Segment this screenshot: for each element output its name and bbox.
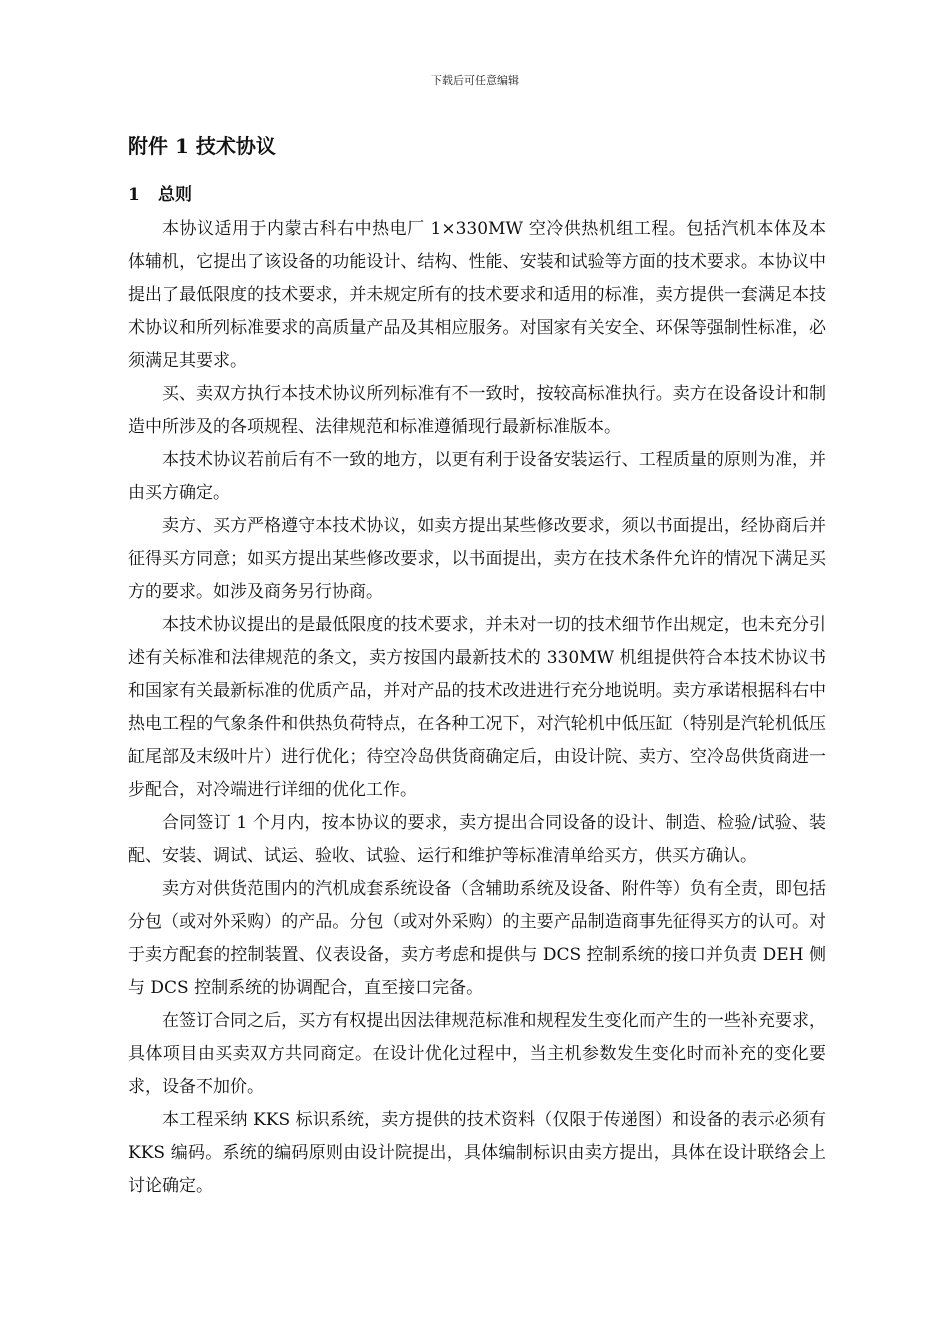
paragraph: 本工程采纳 KKS 标识系统，卖方提供的技术资料（仅限于传递图）和设备的表示必须有 KKS 编码。系统的编码原则由设计院提出，具体编制标识由卖方提出，具体在设计联络会上讨论确定。: [128, 1110, 826, 1196]
section-title: 总则: [158, 185, 192, 205]
paragraph: 本技术协议提出的是最低限度的技术要求，并未对一切的技术细节作出规定，也未充分引述有关标准和法律规范的条文，卖方按国内最新技术的 330MW 机组提供符合本技术协议书和国家有关最新标准的优质产品，并对产品的技术改进进行充分地说明。卖方承诺根据科右中热电工程的气象条件和供热负荷特点，在各种工况下，对汽轮机中低压缸（特别是汽轮机低压缸尾部及末级叶片）进行优化；待空冷岛供货商确定后，由设计院、卖方、空冷岛供货商进一步配合，对冷端进行详细的优化工作。: [128, 615, 826, 800]
paragraph: 卖方、买方严格遵守本技术协议，如卖方提出某些修改要求，须以书面提出，经协商后并征得买方同意；如买方提出某些修改要求，以书面提出，卖方在技术条件允许的情况下满足买方的要求。如涉及商务另行协商。: [128, 516, 826, 602]
body-text: [128, 213, 826, 1203]
paragraph: 合同签订 1 个月内，按本协议的要求，卖方提出合同设备的设计、制造、检验/试验、装配、安装、调试、试运、验收、试验、运行和维护等标准清单给买方，供买方确认。: [128, 813, 826, 866]
section-heading: [128, 182, 192, 208]
header-note: 下载后可任意编辑: [431, 74, 519, 87]
section-number: 1: [128, 185, 140, 205]
paragraph: 本协议适用于内蒙古科右中热电厂 1×330MW 空冷供热机组工程。包括汽机本体及本体辅机，它提出了该设备的功能设计、结构、性能、安装和试验等方面的技术要求。本协议中提出了最低限度的技术要求，并未规定所有的技术要求和适用的标准，卖方提供一套满足本技术协议和所列标准要求的高质量产品及其相应服务。对国家有关安全、环保等强制性标准，必须满足其要求。: [128, 219, 826, 371]
paragraph: 买、卖双方执行本技术协议所列标准有不一致时，按较高标准执行。卖方在设备设计和制造中所涉及的各项规程、法律规范和标准遵循现行最新标准版本。: [128, 384, 826, 437]
paragraph: 在签订合同之后，买方有权提出因法律规范标准和规程发生变化而产生的一些补充要求，具体项目由买卖双方共同商定。在设计优化过程中，当主机参数发生变化时而补充的变化要求，设备不加价。: [128, 1011, 826, 1097]
paragraph: 本技术协议若前后有不一致的地方，以更有利于设备安装运行、工程质量的原则为准，并由买方确定。: [128, 450, 826, 503]
paragraph: 卖方对供货范围内的汽机成套系统设备（含辅助系统及设备、附件等）负有全责，即包括分包（或对外采购）的产品。分包（或对外采购）的主要产品制造商事先征得买方的认可。对于卖方配套的控制装置、仪表设备，卖方考虑和提供与 DCS 控制系统的接口并负责 DEH 侧与 DCS 控制系统的协调配合，直至接口完备。: [128, 879, 826, 998]
document-title: 附件 1 技术协议: [128, 134, 276, 158]
